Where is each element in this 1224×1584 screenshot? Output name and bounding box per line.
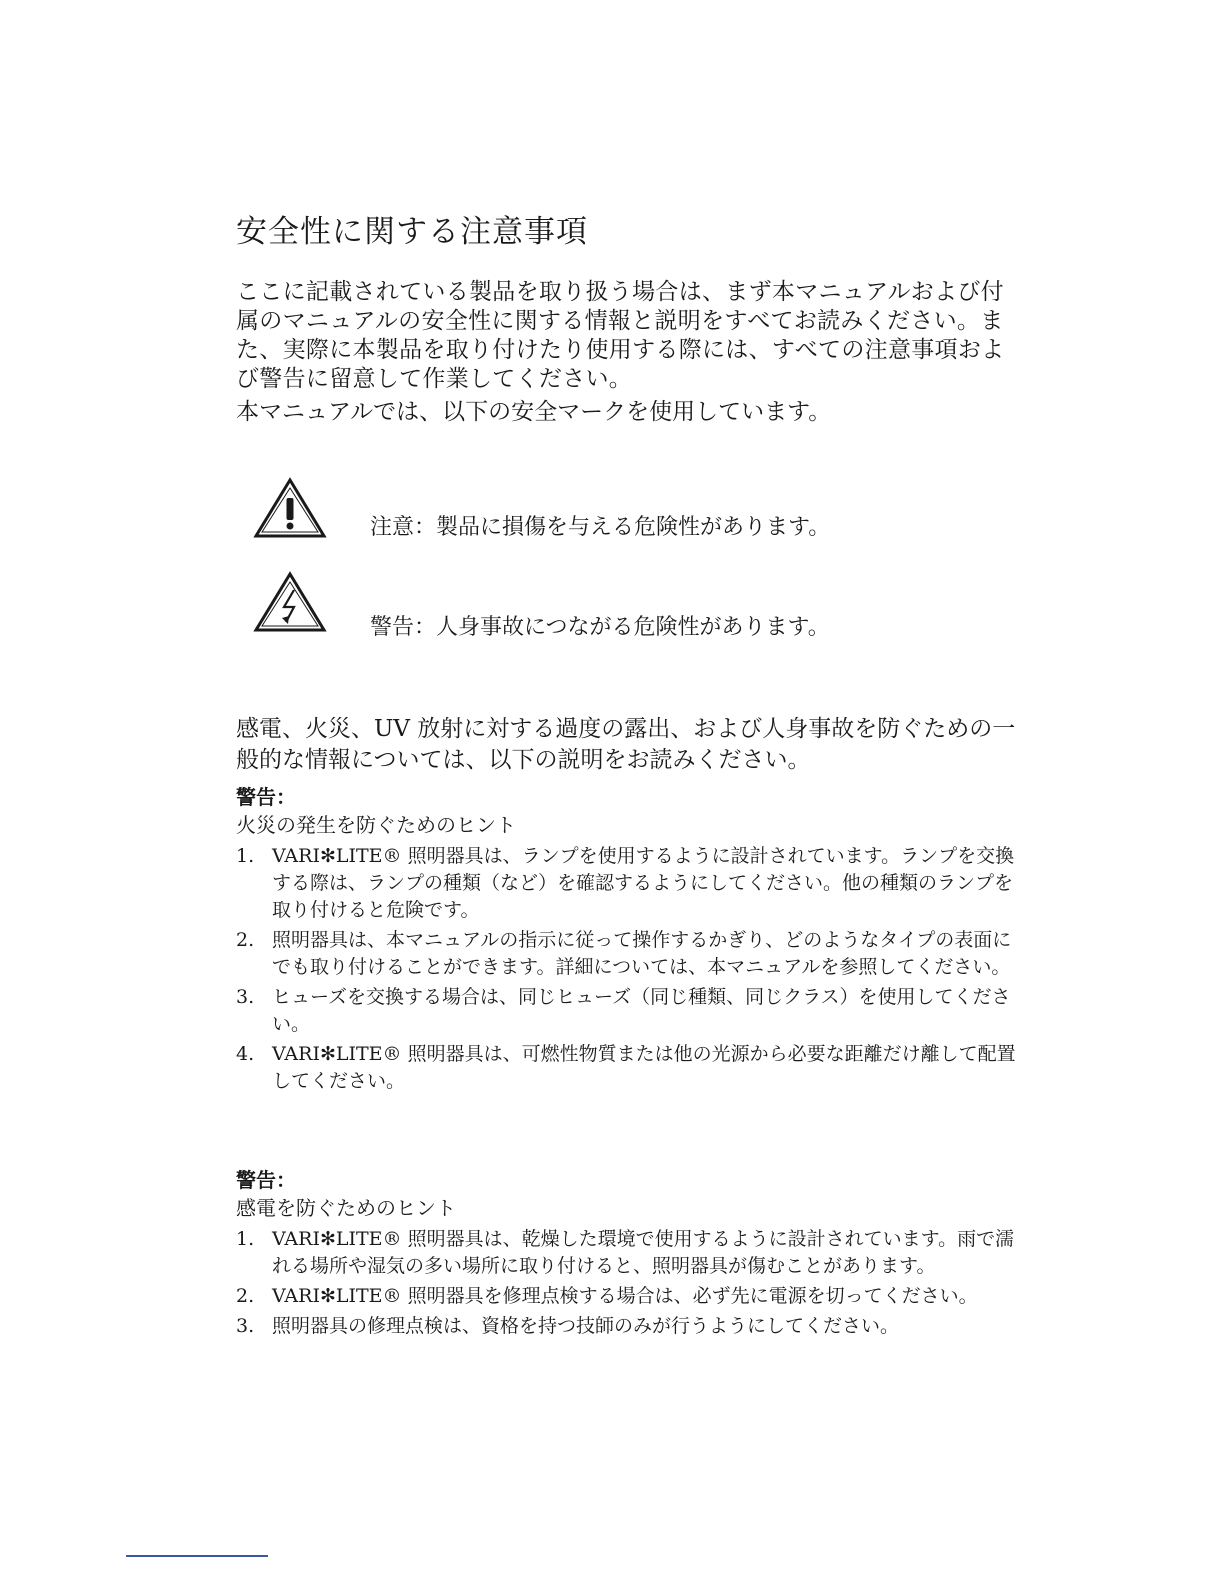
item-text: VARI✻LITE® 照明器具は、可燃性物質または他の光源から必要な距離だけ離して配置してください。 — [272, 1043, 1016, 1092]
item-text: 照明器具の修理点検は、資格を持つ技師のみが行うようにしてください。 — [272, 1315, 900, 1337]
list-item — [236, 843, 1026, 924]
list-item — [236, 1226, 1026, 1280]
item-number: 3. — [236, 986, 255, 1008]
list-item — [236, 1041, 1026, 1095]
item-text: VARI✻LITE® 照明器具は、乾燥した環境で使用するように設計されています。雨で濡れる場所や湿気の多い場所に取り付けると、照明器具が傷むことがあります。 — [272, 1228, 1015, 1277]
intro-paragraph: ここに記載されている製品を取り扱う場合は、まず本マニュアルおよび付属のマニュアルの安全性に関する情報と説明をすべてお読みください。また、実際に本製品を取り付けたり使用する際には、すべての注意事項および警告に留意して作業してください。 — [236, 279, 1005, 392]
electric-hazard-triangle-icon — [252, 570, 328, 638]
item-number: 3. — [236, 1315, 255, 1337]
general-info-paragraph: 感電、火災、UV 放射に対する過度の露出、および人身事故を防ぐための一般的な情報については、以下の説明をお読みください。 — [236, 716, 1016, 773]
safety-marks-intro: 本マニュアルでは、以下の安全マークを使用しています。 — [236, 399, 832, 425]
caution-description: 注意：製品に損傷を与える危険性があります。 — [370, 515, 831, 540]
section-subheading: 感電を防ぐためのヒント — [236, 1196, 456, 1220]
item-number: 4. — [236, 1043, 255, 1065]
item-text: ヒューズを交換する場合は、同じヒューズ（同じ種類、同じクラス）を使用してください。 — [272, 986, 1011, 1035]
footer-rule — [126, 1555, 268, 1557]
fire-tips-list — [236, 843, 1026, 1095]
warning-description: 警告：人身事故につながる危険性があります。 — [370, 615, 830, 640]
section-heading: 警告： — [236, 785, 296, 809]
section-heading: 警告： — [236, 1168, 296, 1192]
list-item — [236, 927, 1026, 981]
item-number: 1. — [236, 1228, 255, 1250]
list-item — [236, 1313, 1026, 1340]
shock-tips-list — [236, 1226, 1026, 1340]
item-text: VARI✻LITE® 照明器具は、ランプを使用するように設計されています。ランプを交換する際は、ランプの種類（など）を確認するようにしてください。他の種類のランプを取り付けると危険です。 — [272, 845, 1015, 921]
item-number: 1. — [236, 845, 255, 867]
caution-triangle-icon — [252, 476, 328, 544]
section-subheading: 火災の発生を防ぐためのヒント — [236, 813, 516, 837]
item-text: 照明器具は、本マニュアルの指示に従って操作するかぎり、どのようなタイプの表面にでも取り付けることができます。詳細については、本マニュアルを参照してください。 — [272, 929, 1012, 978]
item-number: 2. — [236, 1285, 255, 1307]
item-text: VARI✻LITE® 照明器具を修理点検する場合は、必ず先に電源を切ってください。 — [272, 1285, 978, 1307]
list-item — [236, 984, 1026, 1038]
list-item — [236, 1283, 1026, 1310]
page-title: 安全性に関する注意事項 — [236, 214, 588, 250]
shock-prevention-section — [236, 1166, 1026, 1343]
fire-prevention-section — [236, 783, 1026, 1098]
item-number: 2. — [236, 929, 255, 951]
